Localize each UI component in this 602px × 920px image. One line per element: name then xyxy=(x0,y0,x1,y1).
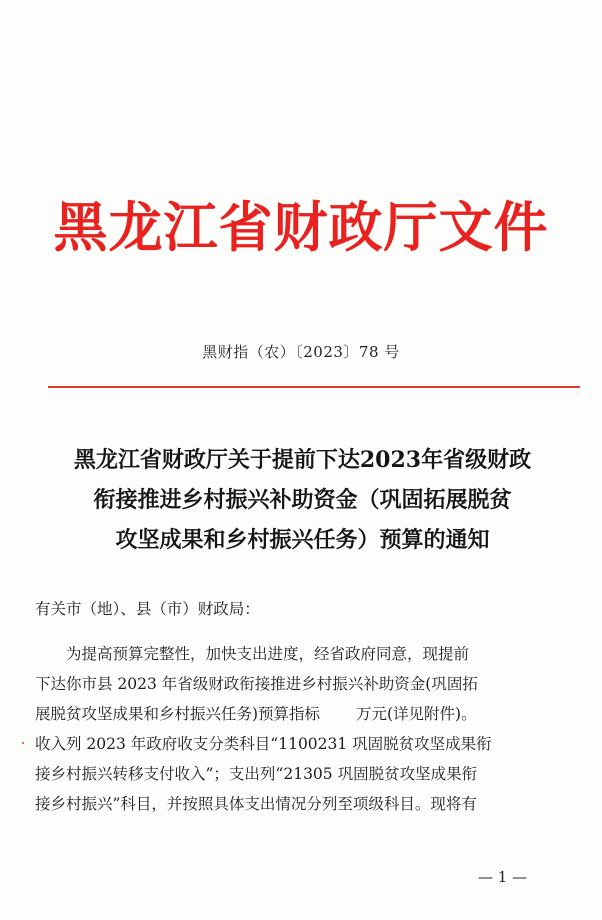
body-paragraph xyxy=(35,639,580,819)
margin-mark xyxy=(22,742,24,744)
addressee-line: 有关市（地）、县（市）财政局： xyxy=(35,600,260,618)
title-line-1: 黑龙江省财政厅关于提前下达2023年省级财政 xyxy=(73,447,532,473)
body-line-2: 下达你市县 2023 年省级财政衔接推进乡村振兴补助资金(巩固拓 xyxy=(35,675,478,693)
document-number: 黑财指（农）〔2023〕78 号 xyxy=(202,343,400,361)
title-line-3: 攻坚成果和乡村振兴任务）预算的通知 xyxy=(115,527,490,553)
body-line-1: 为提高预算完整性，加快支出进度，经省政府同意，现提前 xyxy=(66,645,470,663)
letterhead-title: 黑龙江省财政厅文件 xyxy=(53,196,549,259)
title-line-2: 衔接推进乡村振兴补助资金（巩固拓展脱贫 xyxy=(93,487,512,513)
document-title xyxy=(30,440,575,560)
red-divider-line xyxy=(48,386,580,388)
page-number: — 1 — xyxy=(478,868,528,886)
body-line-3: 展脱贫攻坚成果和乡村振兴任务)预算指标 万元(详见附件)。 xyxy=(35,705,477,723)
body-line-6: 接乡村振兴”科目，并按照具体支出情况分列至项级科目。现将有 xyxy=(35,795,477,813)
body-line-4: 收入列 2023 年政府收支分类科目“1100231 巩固脱贫攻坚成果衔 xyxy=(35,735,492,753)
body-line-5: 接乡村振兴转移支付收入”；支出列“21305 巩固脱贫攻坚成果衔 xyxy=(35,765,478,783)
